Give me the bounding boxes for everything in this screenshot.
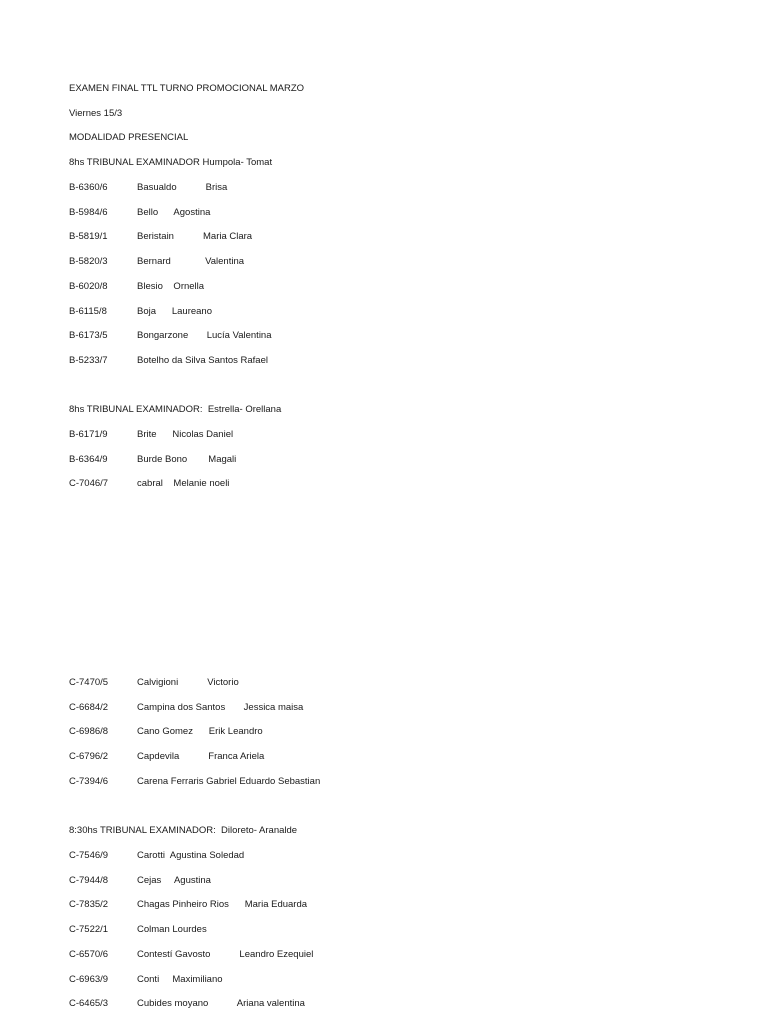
- student-id: C-6963/9: [69, 973, 109, 985]
- student-name: Campina dos Santos Jessica maisa: [137, 701, 304, 713]
- student-name: Cejas Agustina: [137, 874, 211, 886]
- student-id: C-6796/2: [69, 751, 109, 763]
- student-id: C-6986/8: [69, 726, 109, 738]
- student-row: [69, 726, 709, 738]
- student-id: B-6360/6: [69, 182, 108, 193]
- student-name: Brite Nicolas Daniel: [137, 429, 234, 440]
- student-name: cabral Melanie noeli: [137, 478, 230, 490]
- student-name: Bello Agostina: [137, 206, 211, 218]
- student-row: [69, 776, 709, 788]
- student-row: [69, 306, 709, 318]
- student-name: Bernard Valentina: [137, 256, 245, 268]
- student-row: [69, 974, 709, 986]
- student-row: [69, 702, 709, 714]
- student-name: Beristain Maria Clara: [137, 231, 253, 243]
- student-name: Basualdo Brisa: [137, 182, 228, 193]
- student-id: C-7835/2: [69, 899, 109, 911]
- student-id: C-6570/6: [69, 948, 109, 960]
- student-id: B-6171/9: [69, 429, 108, 440]
- student-name: Contestí Gavosto Leandro Ezequiel: [137, 948, 314, 960]
- student-name: Blesio Ornella: [137, 280, 205, 292]
- student-id: B-6115/8: [69, 305, 107, 317]
- student-id: C-7046/7: [69, 478, 109, 490]
- student-name: Carotti Agustina Soledad: [137, 850, 245, 861]
- student-id: C-7522/1: [69, 924, 109, 936]
- student-name: Calvigioni Victorio: [137, 677, 239, 688]
- student-id: C-6684/2: [69, 701, 109, 713]
- student-id: C-7944/8: [69, 874, 109, 886]
- student-row: [69, 875, 709, 887]
- student-id: B-5819/1: [69, 231, 108, 243]
- student-id: C-6465/3: [69, 998, 109, 1010]
- student-row: [69, 256, 709, 268]
- student-row: [69, 899, 709, 911]
- student-name: Burde Bono Magali: [137, 453, 237, 465]
- student-row: [69, 478, 709, 490]
- student-name: Boja Laureano: [137, 305, 212, 317]
- student-row: [69, 454, 709, 466]
- student-id: C-7546/9: [69, 850, 109, 861]
- student-name: Colman Lourdes: [137, 924, 207, 936]
- student-id: C-7394/6: [69, 775, 109, 787]
- document-title: EXAMEN FINAL TTL TURNO PROMOCIONAL MARZO: [69, 83, 305, 94]
- student-row: [69, 231, 709, 243]
- student-id: B-6020/8: [69, 280, 108, 292]
- student-name: Bongarzone Lucía Valentina: [137, 330, 272, 342]
- student-row: [69, 924, 709, 936]
- student-row: [69, 677, 709, 689]
- student-name: Carena Ferraris Gabriel Eduardo Sebastian: [137, 775, 321, 787]
- student-name: Cano Gomez Erik Leandro: [137, 726, 263, 738]
- student-row: [69, 207, 709, 219]
- student-row: [69, 330, 709, 342]
- student-row: [69, 281, 709, 293]
- tribunal-heading: 8hs TRIBUNAL EXAMINADOR Humpola- Tomat: [69, 157, 273, 168]
- student-row: [69, 429, 709, 441]
- exam-date: Viernes 15/3: [69, 108, 123, 119]
- student-name: Conti Maximiliano: [137, 973, 223, 985]
- student-row: [69, 751, 709, 763]
- student-row: [69, 949, 709, 961]
- student-row: [69, 182, 709, 194]
- tribunal-heading: 8:30hs TRIBUNAL EXAMINADOR: Diloreto- Aranalde: [69, 825, 298, 836]
- student-name: Capdevila Franca Ariela: [137, 751, 265, 763]
- student-id: B-6364/9: [69, 453, 108, 465]
- student-name: Botelho da Silva Santos Rafael: [137, 354, 268, 366]
- student-id: B-5984/6: [69, 206, 108, 218]
- student-name: Chagas Pinheiro Rios Maria Eduarda: [137, 899, 308, 911]
- student-id: C-7470/5: [69, 677, 109, 688]
- student-row: [69, 850, 709, 862]
- student-id: B-5820/3: [69, 256, 108, 268]
- student-id: B-5233/7: [69, 354, 108, 366]
- student-row: [69, 355, 709, 367]
- student-row: [69, 998, 709, 1010]
- student-name: Cubides moyano Ariana valentina: [137, 998, 305, 1010]
- tribunal-heading: 8hs TRIBUNAL EXAMINADOR: Estrella- Orellana: [69, 404, 282, 415]
- modality-label: MODALIDAD PRESENCIAL: [69, 132, 189, 143]
- student-id: B-6173/5: [69, 330, 108, 342]
